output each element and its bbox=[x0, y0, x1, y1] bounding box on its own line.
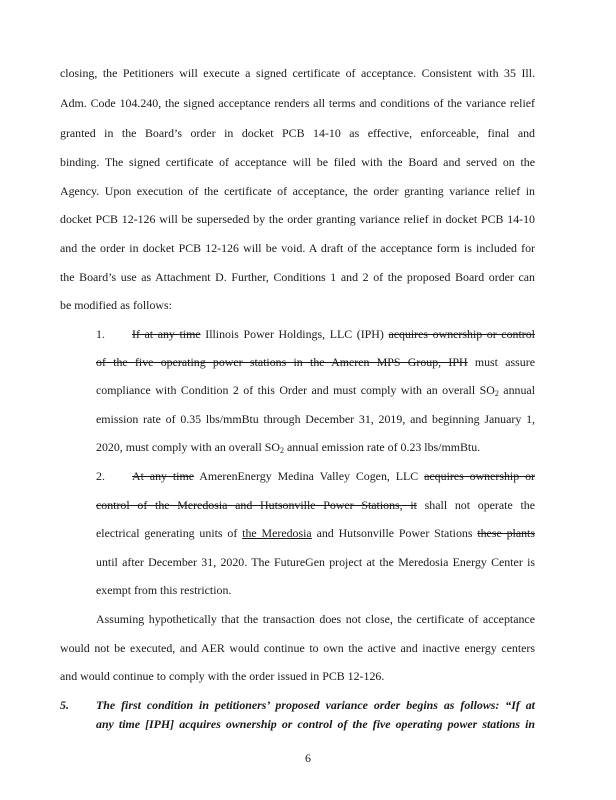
paragraph-line: closing, the Petitioners will execute a signed certificate of acceptance. Consistent with 35 Ill. bbox=[60, 66, 535, 80]
condition-1-line-2 bbox=[96, 355, 535, 369]
condition-2-line-2 bbox=[96, 498, 535, 512]
condition-1-line-1 bbox=[132, 327, 535, 341]
condition-2-line-1 bbox=[132, 469, 535, 483]
condition-2-line-3 bbox=[96, 526, 535, 540]
condition-text: Illinois Power Holdings, LLC (IPH) bbox=[200, 327, 389, 341]
paragraph-line: and would continue to comply with the order issued in PCB 12-126. bbox=[60, 669, 385, 683]
condition-text: 2020, must comply with an overall SO bbox=[96, 440, 280, 454]
struck-text: If at any time bbox=[132, 327, 201, 341]
question-5-number: 5. bbox=[60, 698, 69, 712]
condition-1-number: 1. bbox=[96, 327, 105, 341]
paragraph-line: docket PCB 12-126 will be superseded by the order granting variance relief in docket PCB 14-10 bbox=[60, 212, 535, 226]
paragraph-line: granted in the Board’s order in docket PCB 14-10 as effective, enforceable, final and bbox=[60, 126, 535, 140]
paragraph-line: the Board’s use as Attachment D. Further, Conditions 1 and 2 of the proposed Board order can bbox=[60, 270, 535, 284]
paragraph-line: would not be executed, and AER would continue to own the active and inactive energy centers bbox=[60, 641, 535, 655]
underlined-text: the Meredosia bbox=[242, 526, 312, 540]
subscript: 2 bbox=[494, 389, 499, 398]
struck-text: these plants bbox=[477, 526, 535, 540]
page-number: 6 bbox=[305, 751, 311, 765]
condition-2-line-4: until after December 31, 2020. The FutureGen project at the Meredosia Energy Center is bbox=[96, 555, 535, 569]
condition-text: shall not operate the bbox=[416, 498, 535, 512]
condition-text: annual emission rate of 0.23 lbs/mmBtu. bbox=[283, 440, 481, 454]
paragraph-line: Agency. Upon execution of the certificate of acceptance, the order granting variance relief in bbox=[60, 184, 535, 198]
struck-text: control of the Meredosia and Hutsonville Power Stations, it bbox=[96, 498, 417, 512]
paragraph-line: binding. The signed certificate of acceptance will be filed with the Board and served on the bbox=[60, 155, 535, 169]
question-5-line-1: The first condition in petitioners’ proposed variance order begins as follows: “If at bbox=[96, 698, 535, 712]
struck-text: of the five operating power stations in the Ameren MPS Group, IPH bbox=[96, 355, 468, 369]
condition-text: AmerenEnergy Medina Valley Cogen, LLC bbox=[194, 469, 425, 483]
condition-2-line-5: exempt from this restriction. bbox=[96, 583, 232, 597]
condition-text: annual bbox=[498, 383, 536, 397]
condition-1-line-4: emission rate of 0.35 lbs/mmBtu through December 31, 2019, and beginning January 1, bbox=[96, 412, 535, 426]
condition-text: compliance with Condition 2 of this Order and must comply with an overall SO bbox=[96, 383, 495, 397]
condition-text: electrical generating units of bbox=[96, 526, 243, 540]
condition-text: and Hutsonville Power Stations bbox=[311, 526, 478, 540]
question-5-line-2: any time [IPH] acquires ownership or control of the five operating power stations in bbox=[96, 717, 535, 731]
paragraph-line: and the order in docket PCB 12-126 will be void. A draft of the acceptance form is included for bbox=[60, 241, 535, 255]
paragraph-line: Assuming hypothetically that the transaction does not close, the certificate of acceptance bbox=[96, 612, 535, 626]
condition-1-line-3 bbox=[96, 383, 535, 401]
paragraph-line: Adm. Code 104.240, the signed acceptance renders all terms and conditions of the variance relief bbox=[60, 96, 535, 110]
struck-text: acquires ownership or bbox=[424, 469, 535, 483]
condition-2-number: 2. bbox=[96, 469, 105, 483]
subscript: 2 bbox=[279, 446, 284, 455]
struck-text: acquires ownership or control bbox=[388, 327, 535, 341]
condition-1-line-5 bbox=[96, 440, 535, 458]
condition-text: must assure bbox=[467, 355, 535, 369]
paragraph-line: be modified as follows: bbox=[60, 298, 172, 312]
struck-text: At any time bbox=[132, 469, 194, 483]
